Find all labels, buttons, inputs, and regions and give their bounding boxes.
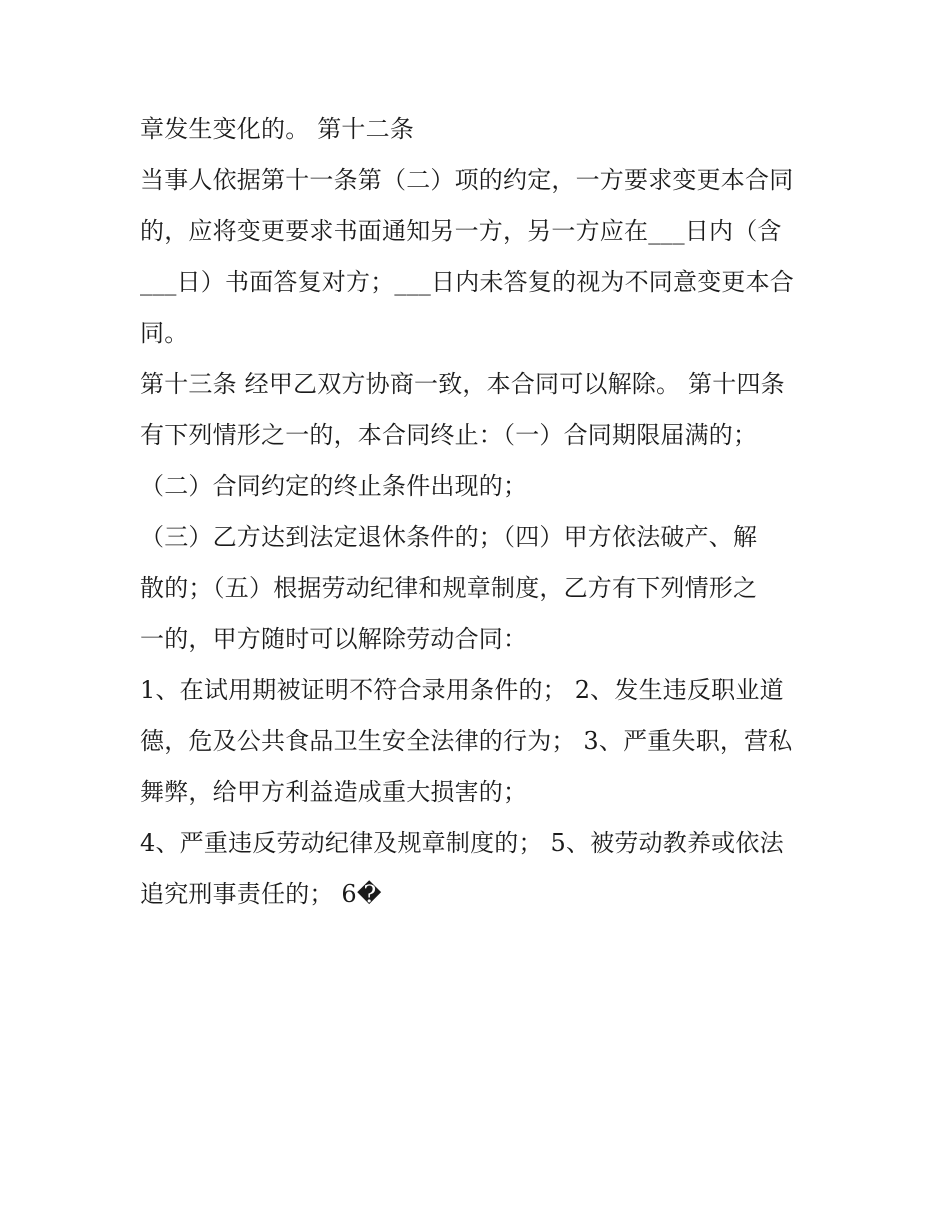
text-line: 舞弊，给甲方利益造成重大损害的； [140, 778, 528, 806]
text-line: 散的；（五）根据劳动纪律和规章制度，乙方有下列情形之 [140, 574, 758, 602]
text-line: 当事人依据第十一条第（二）项的约定，一方要求变更本合同 [140, 166, 794, 194]
text-line: 有下列情形之一的，本合同终止：（一）合同期限届满的； [140, 421, 758, 449]
contract-text-body [140, 104, 820, 920]
text-line: 第十三条 经甲乙双方协商一致，本合同可以解除。 第十四条 [140, 370, 785, 398]
text-line: 的，应将变更要求书面通知另一方，另一方应在___日内（含 [140, 217, 782, 245]
text-line: 德，危及公共食品卫生安全法律的行为； 3、严重失职，营私 [140, 727, 793, 755]
text-line: 追究刑事责任的； 6� [140, 880, 382, 908]
text-line: 一的，甲方随时可以解除劳动合同： [140, 625, 528, 653]
text-line: 4、严重违反劳动纪律及规章制度的； 5、被劳动教养或依法 [140, 829, 784, 857]
text-line: ___日）书面答复对方；___日内未答复的视为不同意变更本合 [140, 268, 794, 296]
text-line: 1、在试用期被证明不符合录用条件的； 2、发生违反职业道 [140, 676, 784, 704]
text-line: （三）乙方达到法定退休条件的；（四）甲方依法破产、解 [140, 523, 758, 551]
text-line: 同。 [140, 319, 189, 347]
text-line: 章发生变化的。 第十二条 [140, 115, 415, 143]
text-line: （二）合同约定的终止条件出现的； [140, 472, 528, 500]
